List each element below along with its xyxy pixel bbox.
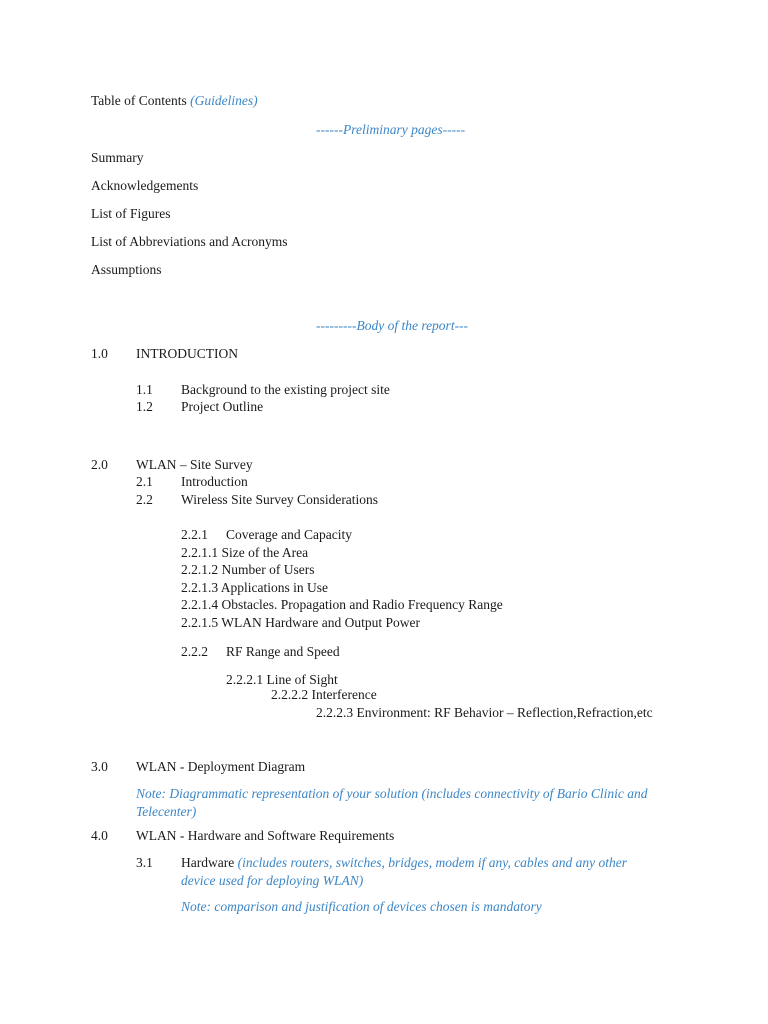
section-2-2-1-5: 2.2.1.5 WLAN Hardware and Output Power (181, 615, 420, 630)
section-3-1-number: 3.1 (136, 855, 153, 870)
section-2-title: WLAN – Site Survey (136, 457, 253, 472)
section-2-2-1-number: 2.2.1 (181, 527, 208, 542)
section-2-1-title: Introduction (181, 474, 248, 489)
section-1-2-title: Project Outline (181, 399, 264, 414)
section-1-title: INTRODUCTION (136, 346, 238, 361)
section-2-2-2-3: 2.2.2.3 Environment: RF Behavior – Reflection,Refraction,etc (316, 705, 653, 720)
body-heading: ---------Body of the report--- (316, 318, 469, 333)
section-2-2-2-title: RF Range and Speed (226, 644, 340, 659)
toc-title (91, 92, 258, 110)
section-2-2-1-4: 2.2.1.4 Obstacles. Propagation and Radio Frequency Range (181, 597, 503, 612)
section-3-title: WLAN - Deployment Diagram (136, 759, 306, 774)
section-2-1-number: 2.1 (136, 474, 153, 489)
section-3-1-title: Hardware (181, 855, 235, 870)
section-1-number: 1.0 (91, 346, 108, 361)
section-2-2-title: Wireless Site Survey Considerations (181, 492, 379, 507)
section-3-1-note: (includes routers, switches, bridges, modem if any, cables and any other device used for deploying WLAN) (181, 855, 628, 888)
section-3-1-entry (181, 854, 661, 890)
section-2-number: 2.0 (91, 457, 108, 472)
section-2-2-number: 2.2 (136, 492, 153, 507)
section-3-1-mandatory-note: Note: comparison and justification of devices chosen is mandatory (181, 899, 542, 914)
section-2-2-1-2: 2.2.1.2 Number of Users (181, 562, 315, 577)
section-4-number: 4.0 (91, 828, 108, 843)
section-3-number: 3.0 (91, 759, 108, 774)
section-2-2-2-1: 2.2.2.1 Line of Sight (226, 672, 338, 687)
toc-item-abbreviations: List of Abbreviations and Acronyms (91, 234, 288, 249)
section-1-2-number: 1.2 (136, 399, 153, 414)
toc-item-acknowledgements: Acknowledgements (91, 178, 199, 193)
section-1-1-title: Background to the existing project site (181, 382, 390, 397)
section-2-2-2-2: 2.2.2.2 Interference (271, 687, 377, 702)
toc-item-list-of-figures: List of Figures (91, 206, 171, 221)
section-2-2-1-3: 2.2.1.3 Applications in Use (181, 580, 328, 595)
section-2-2-2-number: 2.2.2 (181, 644, 208, 659)
preliminary-heading: ------Preliminary pages----- (316, 122, 466, 137)
toc-item-summary: Summary (91, 150, 144, 165)
toc-item-assumptions: Assumptions (91, 262, 162, 277)
section-2-2-1-1: 2.2.1.1 Size of the Area (181, 545, 309, 560)
section-3-note: Note: Diagrammatic representation of your solution (includes connectivity of Bario Clinic and Telecenter) (136, 786, 648, 819)
toc-title-text: Table of Contents (91, 93, 187, 108)
section-1-1-number: 1.1 (136, 382, 153, 397)
section-2-2-1-title: Coverage and Capacity (226, 527, 352, 542)
toc-title-note: (Guidelines) (190, 93, 258, 108)
section-4-title: WLAN - Hardware and Software Requirements (136, 828, 395, 843)
